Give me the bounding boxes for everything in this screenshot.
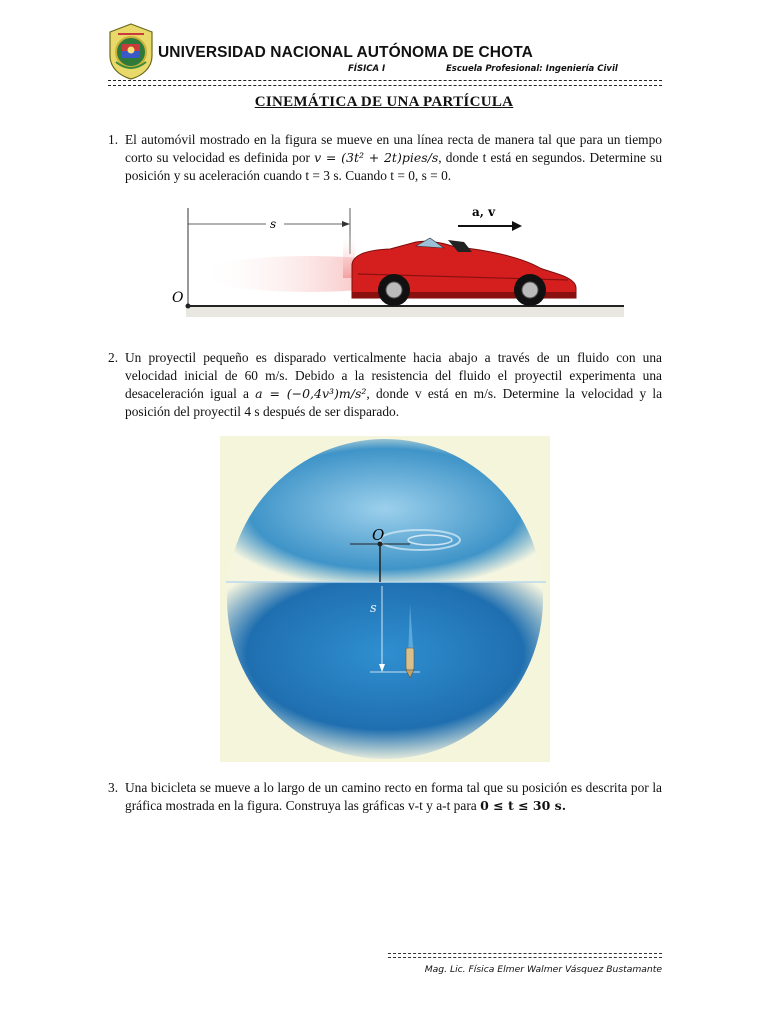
university-name: UNIVERSIDAD NACIONAL AUTÓNOMA DE CHOTA: [158, 44, 533, 61]
time-range-formula: 0 ≤ t ≤ 30 s.: [480, 798, 567, 813]
university-seal-logo: [108, 22, 154, 80]
page-title: CINEMÁTICA DE UNA PARTÍCULA: [254, 94, 514, 110]
car-figure: [168, 202, 628, 320]
problem-3: [108, 779, 662, 815]
footer-separator: [388, 953, 662, 958]
projectile-figure: [220, 436, 550, 762]
origin-label: O: [172, 290, 184, 306]
problem-text: Una bicicleta se mueve a lo largo de un camino recto en forma tal que su posición es descrita por la gráfica mostrada en la figura. Construya las gráficas v-t y a-t para: [125, 780, 662, 813]
problem-text-end: , donde v está en m/s. Determine la velocidad y la posición del proyectil 4 s después de ser disparado.: [125, 386, 663, 419]
author-signature: Mag. Lic. Física Elmer Walmer Vásquez Bustamante: [424, 964, 662, 975]
problem-number: 1.: [108, 132, 119, 147]
problem-number: 2.: [108, 350, 119, 365]
course-name: FÍSICA I: [348, 64, 386, 74]
school-name: Escuela Profesional: Ingeniería Civil: [446, 64, 618, 74]
problem-number: 3.: [108, 780, 119, 795]
header-separator: [108, 80, 662, 86]
problem-2: [108, 349, 662, 421]
acceleration-formula: a = (−0,4v³)m/s²: [255, 386, 367, 401]
page-header: [108, 22, 662, 82]
problem-text-end: , donde t está en segundos. Determine su posición y su aceleración cuando t = 3 s. Cuando t = 0, s = 0.: [125, 150, 663, 183]
problem-text: Un proyectil pequeño es disparado verticalmente hacia abajo a través de un fluido con una velocidad inicial de 60 m/s. Debido a la resistencia del fluido el proyectil experimenta una desaceleración igual a: [125, 350, 662, 401]
problem-text: El automóvil mostrado en la figura se mueve en una línea recta de manera tal que para un tiempo corto su velocidad es definida por: [125, 132, 662, 165]
distance-label: s: [270, 217, 277, 231]
problem-1: [108, 131, 662, 185]
distance-label: s: [370, 601, 377, 616]
vector-label: a, v: [472, 205, 496, 219]
origin-label: O: [372, 526, 385, 544]
velocity-formula: v = (3t² + 2t)pies/s: [314, 150, 439, 165]
red-car-icon: [352, 238, 576, 306]
